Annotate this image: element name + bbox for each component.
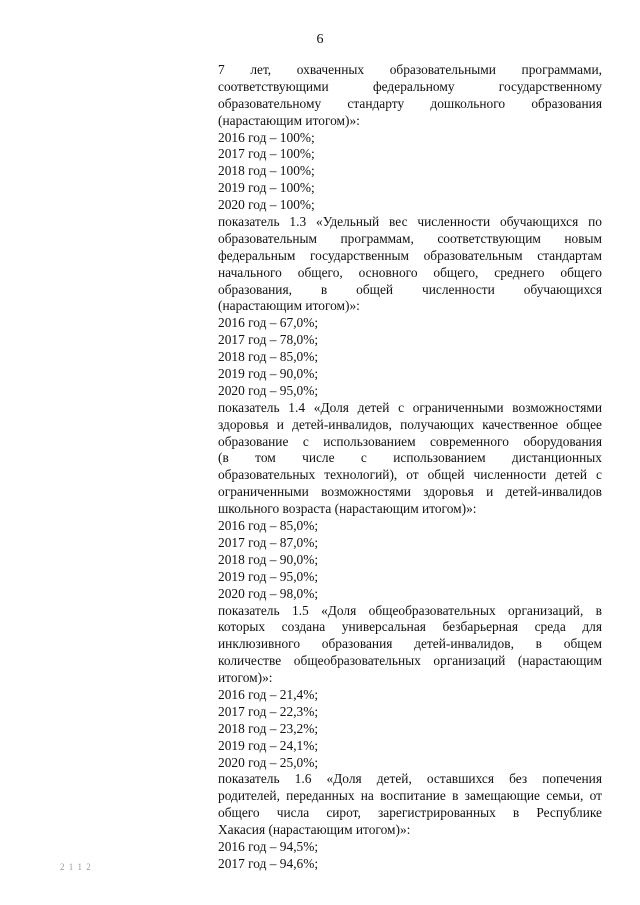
text-line: родителей, переданных на воспитание в замещающие семьи, от	[218, 788, 602, 804]
text-line: образовательному стандарту дошкольного образования	[218, 95, 602, 111]
text-line: 2018 год – 90,0%;	[218, 551, 319, 567]
text-line: 2020 год – 98,0%;	[218, 585, 319, 601]
text-line: 2016 год – 67,0%;	[218, 315, 319, 331]
text-line: 2019 год – 100%;	[218, 180, 315, 196]
text-line: показатель 1.6 «Доля детей, оставшихся без попечения	[218, 771, 602, 787]
text-line: (нарастающим итогом)»:	[218, 112, 360, 128]
document-body	[218, 62, 602, 873]
text-line: начального общего, основного общего, среднего общего	[218, 264, 602, 280]
text-line: итогом)»:	[218, 670, 273, 686]
text-line: инклюзивного образования детей-инвалидов, в общем	[218, 636, 602, 652]
text-line: показатель 1.3 «Удельный вес численности обучающихся по	[218, 214, 602, 230]
text-line: образования, в общей численности обучающихся	[218, 281, 602, 297]
text-line: 2016 год – 100%;	[218, 129, 315, 145]
text-line: 2019 год – 95,0%;	[218, 568, 319, 584]
text-line: 2020 год – 95,0%;	[218, 382, 319, 398]
text-line: количестве общеобразовательных организаций (нарастающим	[218, 653, 602, 669]
text-line: Хакасия (нарастающим итогом)»:	[218, 822, 411, 838]
text-line: общего числа сирот, зарегистрированных в Республике	[218, 805, 602, 821]
text-line: здоровья и детей-инвалидов, получающих качественное общее	[218, 416, 602, 432]
text-line: 2017 год – 100%;	[218, 146, 315, 162]
text-line: 2018 год – 85,0%;	[218, 349, 319, 365]
text-line: показатель 1.4 «Доля детей с ограниченными возможностями	[218, 399, 602, 415]
text-line: 2020 год – 25,0%;	[218, 754, 319, 770]
text-line: которых создана универсальная безбарьерная среда для	[218, 619, 602, 635]
text-line: 2018 год – 23,2%;	[218, 720, 319, 736]
text-line: школьного возраста (нарастающим итогом)»:	[218, 501, 477, 517]
text-line: (в том числе с использованием дистанционных	[218, 450, 602, 466]
text-line: федеральным государственным образовательным стандартам	[218, 247, 602, 263]
page-number: 6	[316, 32, 324, 47]
footer-mark: 2 1 1 2	[60, 862, 92, 872]
text-line: образовательным программам, соответствующим новым	[218, 230, 602, 246]
text-line: 2020 год – 100%;	[218, 197, 315, 213]
text-line: 2016 год – 21,4%;	[218, 686, 319, 702]
text-line: (нарастающим итогом)»:	[218, 298, 360, 314]
text-line: соответствующими федеральному государственному	[218, 78, 602, 94]
text-line: 2017 год – 22,3%;	[218, 703, 319, 719]
text-line: 2017 год – 78,0%;	[218, 332, 319, 348]
text-line: 2019 год – 24,1%;	[218, 737, 319, 753]
text-line: 2018 год – 100%;	[218, 163, 315, 179]
text-line: 2016 год – 94,5%;	[218, 838, 319, 854]
text-line: образовательных технологий), от общей численности детей с	[218, 467, 602, 483]
text-line: 2019 год – 90,0%;	[218, 366, 319, 382]
text-line: 2016 год – 85,0%;	[218, 518, 319, 534]
text-line: образование с использованием современного оборудования	[218, 433, 602, 449]
text-line: 2017 год – 94,6%;	[218, 855, 319, 871]
text-line: ограниченными возможностями здоровья и детей-инвалидов	[218, 484, 602, 500]
text-line: 7 лет, охваченных образовательными программами,	[218, 62, 602, 77]
text-line: 2017 год – 87,0%;	[218, 534, 319, 550]
text-line: показатель 1.5 «Доля общеобразовательных организаций, в	[218, 602, 602, 618]
